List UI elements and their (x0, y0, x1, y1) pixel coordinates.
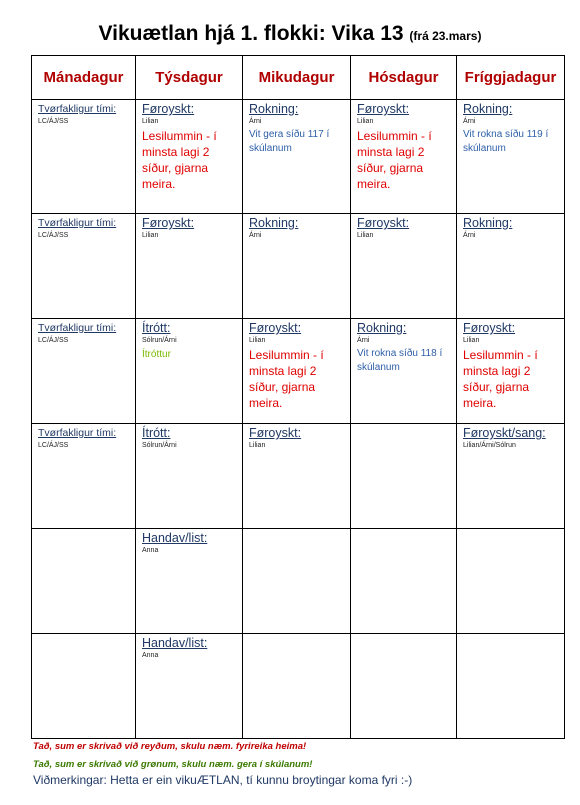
teacher-label: Árni (463, 118, 476, 125)
page-title (0, 22, 580, 46)
day-header: Hósdagur (351, 56, 457, 100)
subject-label: Tvørfakligur tími: (38, 427, 117, 439)
schedule-cell (136, 529, 243, 634)
schedule-cell (457, 100, 565, 214)
schedule-cell (351, 214, 457, 319)
teacher-label: LC/ÁJ/SS (38, 337, 69, 344)
assignment-note: Vit gera síðu 117 í skúlanum (249, 129, 330, 154)
day-header: Mikudagur (243, 56, 351, 100)
schedule-cell (32, 424, 136, 529)
teacher-label: Árni (249, 118, 262, 125)
schedule-cell (457, 424, 565, 529)
subject-label: Rokning: (357, 321, 407, 335)
schedule-cell (351, 319, 457, 424)
schedule-cell (32, 529, 136, 634)
teacher-label: Lilian (142, 232, 159, 239)
schedule-row (32, 100, 565, 214)
subject-label: Føroyskt: (357, 216, 410, 230)
subject-label: Rokning: (463, 102, 513, 116)
schedule-cell (457, 529, 565, 634)
subject-label: Føroyskt: (249, 321, 302, 335)
schedule-row (32, 214, 565, 319)
schedule-cell (457, 634, 565, 739)
day-header: Fríggjadagur (457, 56, 565, 100)
subject-label: Føroyskt/sang: (463, 426, 546, 440)
teacher-label: Árni (357, 337, 370, 344)
schedule-cell (351, 424, 457, 529)
subject-label: Handav/list: (142, 531, 208, 545)
schedule-cell (136, 424, 243, 529)
teacher-label: Anna (142, 652, 159, 659)
subject-label: Føroyskt: (142, 216, 195, 230)
subject-label: Føroyskt: (142, 102, 195, 116)
subject-label: Tvørfakligur tími: (38, 322, 117, 334)
schedule-cell (32, 319, 136, 424)
schedule-cell (136, 319, 243, 424)
subject-label: Føroyskt: (357, 102, 410, 116)
subject-label: Føroyskt: (463, 321, 516, 335)
subject-label: Rokning: (249, 216, 299, 230)
schedule-cell (351, 529, 457, 634)
schedule-cell (32, 634, 136, 739)
subject-label: Føroyskt: (249, 426, 302, 440)
schedule-cell (243, 214, 351, 319)
schedule-cell (32, 214, 136, 319)
teacher-label: Árni (249, 232, 262, 239)
day-header: Týsdagur (136, 56, 243, 100)
schedule-row (32, 634, 565, 739)
assignment-note: Vit rokna síðu 119 í skúlanum (463, 129, 549, 154)
assignment-note: Ítróttur (142, 349, 171, 360)
schedule-cell (136, 100, 243, 214)
schedule-cell (243, 319, 351, 424)
teacher-label: LC/ÁJ/SS (38, 118, 69, 125)
footer-remark: Viðmerkingar: Hetta er ein vikuÆTLAN, tí kunnu broytingar koma fyri :-) (33, 773, 413, 787)
subject-label: Tvørfakligur tími: (38, 103, 117, 115)
teacher-label: Lilian (249, 337, 266, 344)
schedule-cell (351, 634, 457, 739)
day-header-row (32, 56, 565, 100)
subject-label: Ítrótt: (142, 321, 171, 335)
assignment-note: Lesilummin - í minsta lagi 2 síður, gjarna meira. (357, 129, 432, 191)
schedule-row (32, 424, 565, 529)
teacher-label: Árni (463, 232, 476, 239)
teacher-label: Lilian/Árni/Sólrun (463, 442, 516, 449)
footer-red-note: Tað, sum er skrivað við reyðum, skulu næm. fyrireika heima! (33, 741, 307, 752)
teacher-label: Lilian (142, 118, 159, 125)
schedule-cell (136, 634, 243, 739)
teacher-label: Sólrun/Árni (142, 337, 177, 344)
assignment-note: Vit rokna síðu 118 í skúlanum (357, 348, 443, 373)
subject-label: Rokning: (463, 216, 513, 230)
teacher-label: Anna (142, 547, 159, 554)
schedule-cell (457, 214, 565, 319)
schedule-cell (243, 424, 351, 529)
subject-label: Rokning: (249, 102, 299, 116)
teacher-label: Sólrun/Árni (142, 442, 177, 449)
schedule-cell (243, 634, 351, 739)
schedule-table (31, 55, 565, 739)
footer-green-note: Tað, sum er skrivað við grønum, skulu næm. gera í skúlanum! (33, 759, 313, 770)
teacher-label: Lilian (357, 118, 374, 125)
assignment-note: Lesilummin - í minsta lagi 2 síður, gjarna meira. (249, 348, 324, 410)
schedule-row (32, 319, 565, 424)
teacher-label: LC/ÁJ/SS (38, 442, 69, 449)
teacher-label: Lilian (249, 442, 266, 449)
schedule-cell (136, 214, 243, 319)
schedule-cell (243, 100, 351, 214)
schedule-cell (351, 100, 457, 214)
schedule-cell (243, 529, 351, 634)
assignment-note: Lesilummin - í minsta lagi 2 síður, gjarna meira. (463, 348, 538, 410)
schedule-cell (32, 100, 136, 214)
teacher-label: Lilian (463, 337, 480, 344)
schedule-row (32, 529, 565, 634)
title-main: Vikuætlan hjá 1. flokki: Vika 13 (98, 22, 404, 45)
subject-label: Handav/list: (142, 636, 208, 650)
assignment-note: Lesilummin - í minsta lagi 2 síður, gjarna meira. (142, 129, 217, 191)
teacher-label: LC/ÁJ/SS (38, 232, 69, 239)
subject-label: Tvørfakligur tími: (38, 217, 117, 229)
title-sub: (frá 23.mars) (409, 29, 482, 43)
subject-label: Ítrótt: (142, 426, 171, 440)
schedule-cell (457, 319, 565, 424)
teacher-label: Lilian (357, 232, 374, 239)
day-header: Mánadagur (32, 56, 136, 100)
